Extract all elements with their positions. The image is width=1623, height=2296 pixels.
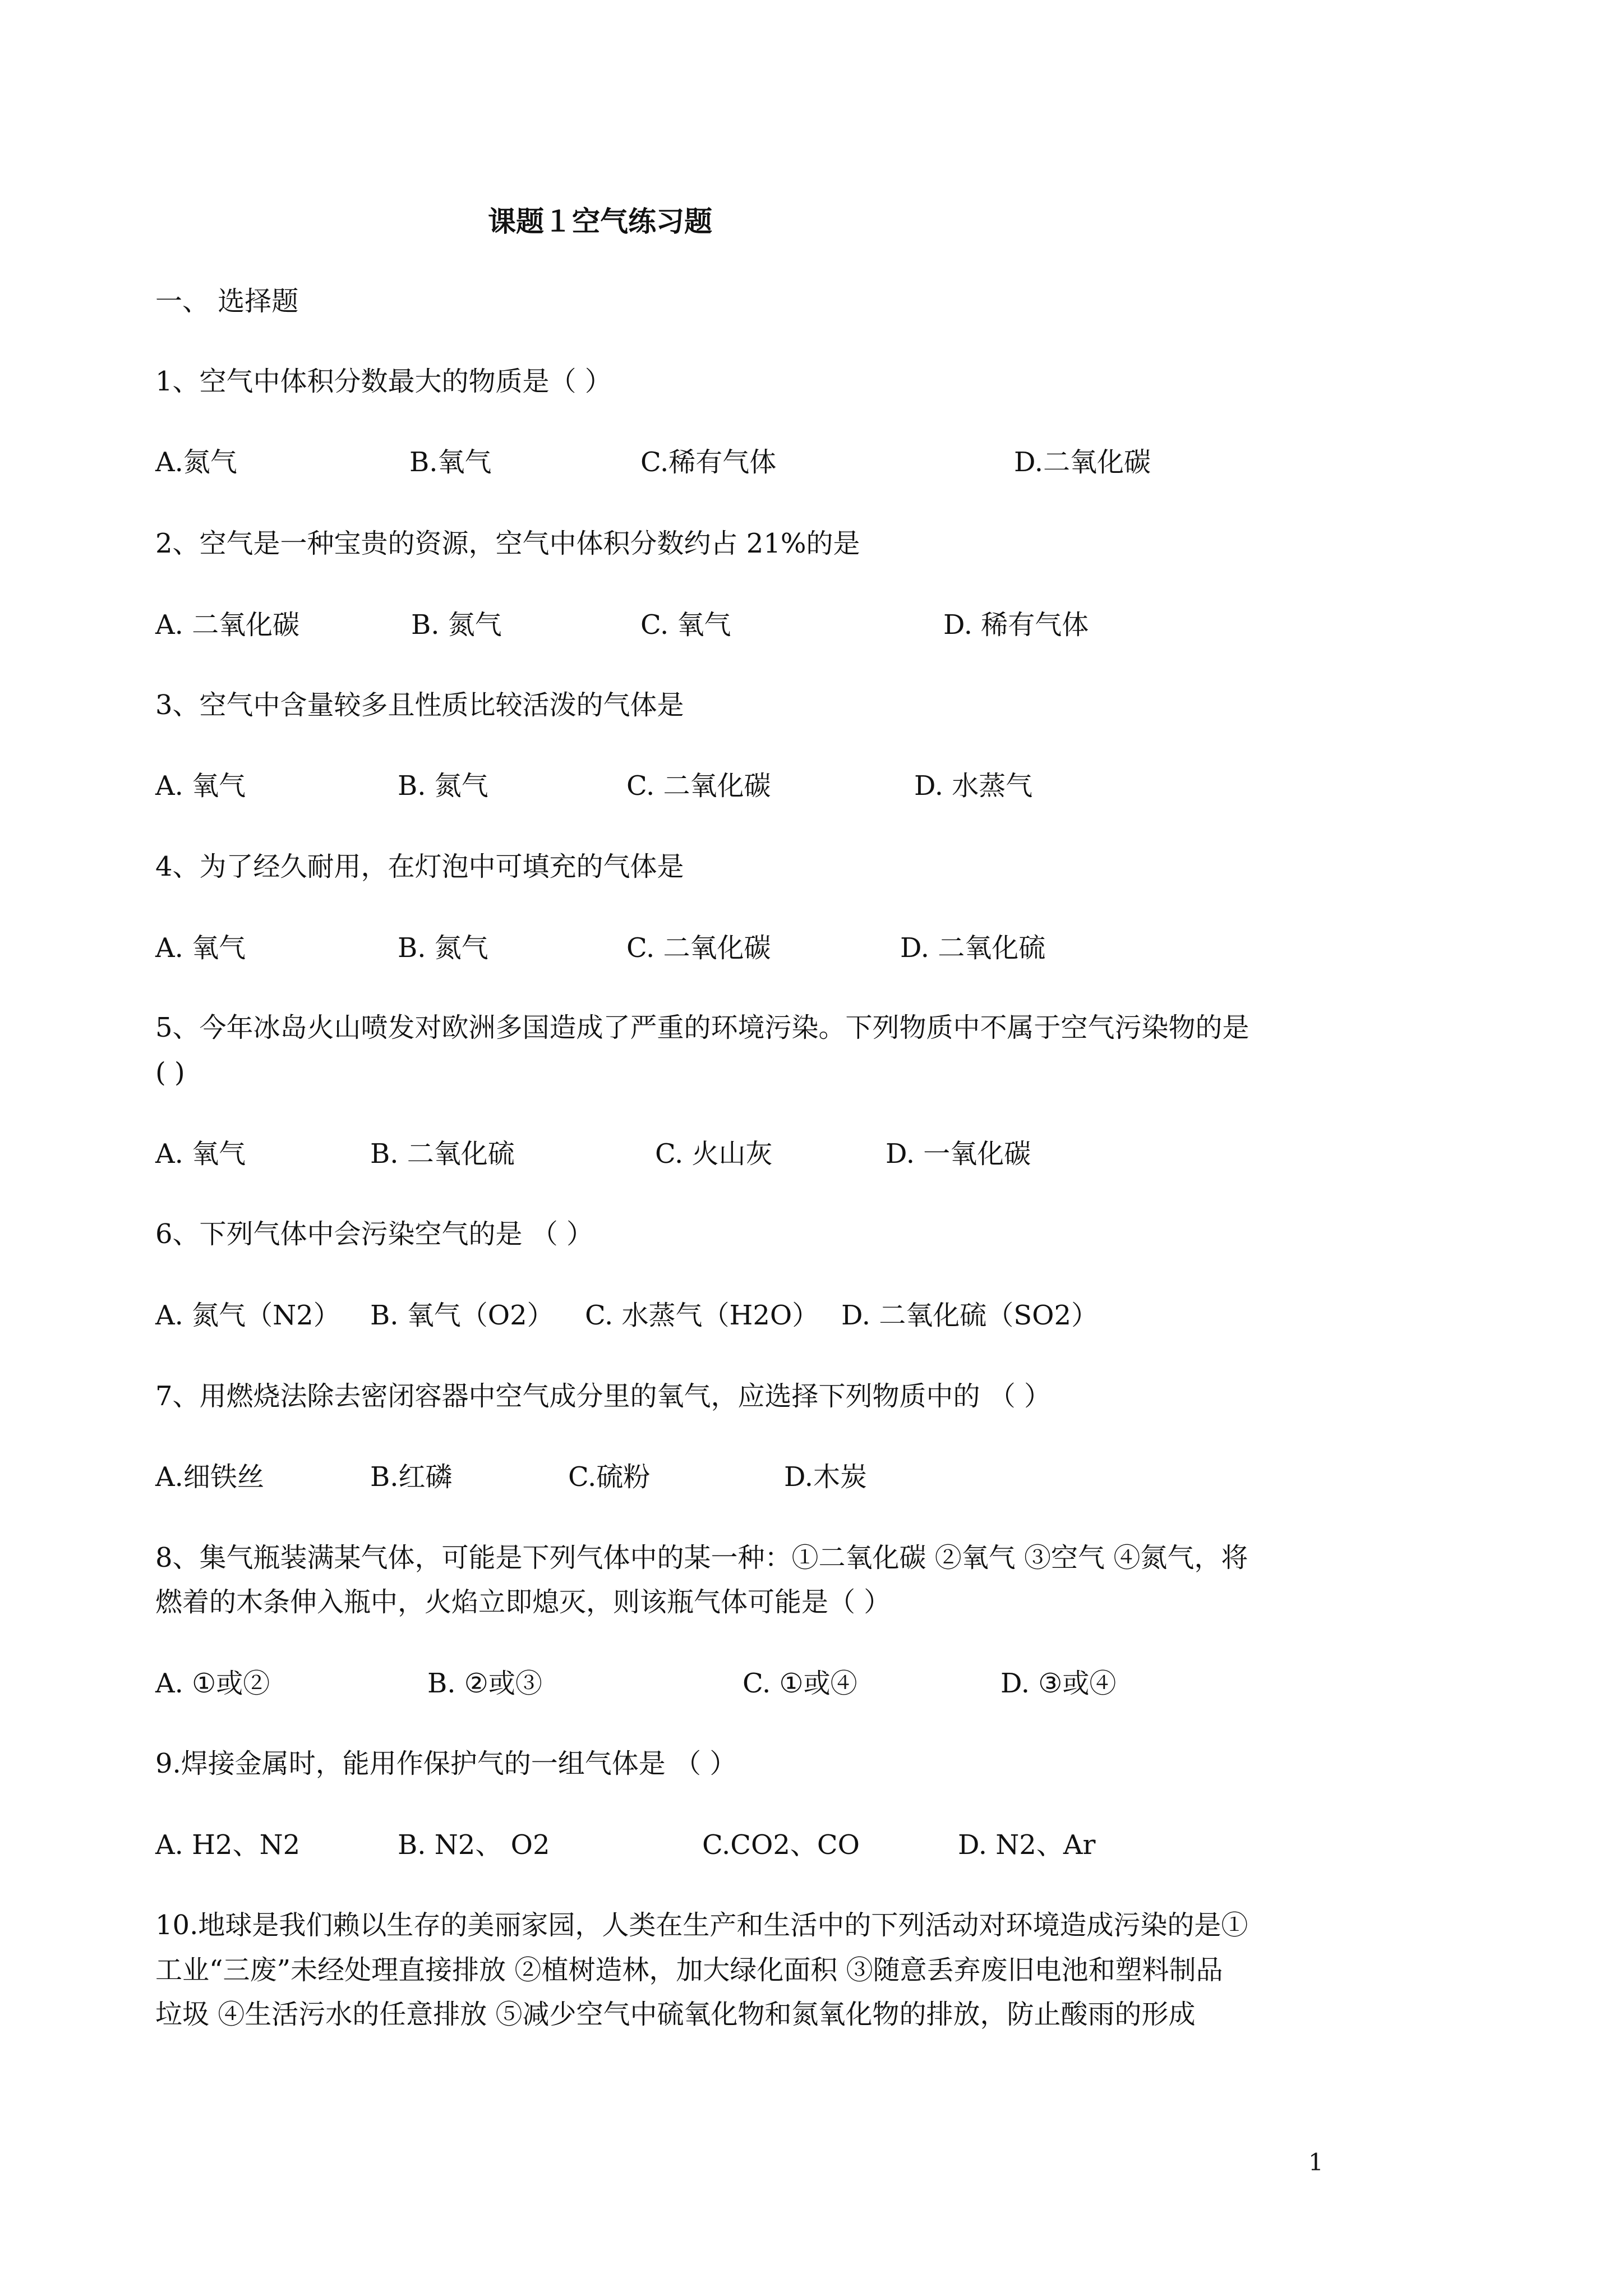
question-2-option-c: C. 氧气 [640,609,731,641]
question-5-option-c: C. 火山灰 [655,1138,773,1170]
question-5-option-b: B. 二氧化硫 [370,1138,515,1170]
question-9-stem: 9.焊接金属时，能用作保护气的一组气体是 （ ） [155,1748,737,1779]
section-heading: 一、 选择题 [155,286,299,317]
question-6-option-c: C. 水蒸气（H2O） [585,1300,819,1331]
question-7-option-c: C.硫粉 [568,1461,651,1493]
question-10-stem-line-3: 垃圾 ④生活污水的任意排放 ⑤减少空气中硫氧化物和氮氧化物的排放，防止酸雨的形成 [155,1999,1196,2030]
question-4-option-d: D. 二氧化硫 [900,932,1046,964]
question-8-option-b: B. ②或③ [427,1668,542,1699]
question-3-option-b: B. 氮气 [398,770,488,802]
question-9-option-b: B. N2、 O2 [398,1829,550,1861]
question-9-option-d: D. N2、Ar [958,1829,1096,1861]
question-1-option-c: C.稀有气体 [640,447,777,478]
question-1-stem: 1、空气中体积分数最大的物质是（ ） [155,366,612,397]
question-5-stem-line-1: 5、今年冰岛火山喷发对欧洲多国造成了严重的环境污染。下列物质中不属于空气污染物的是 [155,1012,1249,1043]
question-7-option-d: D.木炭 [784,1461,868,1493]
question-6-option-b: B. 氧气（O2） [370,1300,554,1331]
question-8-stem-line-1: 8、集气瓶装满某气体，可能是下列气体中的某一种：①二氧化碳 ②氧气 ③空气 ④氮气，将 [155,1542,1248,1573]
question-4-option-c: C. 二氧化碳 [626,932,771,964]
question-7-option-b: B.红磷 [370,1461,453,1493]
question-7-stem: 7、用燃烧法除去密闭容器中空气成分里的氧气，应选择下列物质中的 （ ） [155,1381,1052,1412]
question-9-option-a: A. H2、N2 [155,1829,301,1861]
question-2-stem: 2、空气是一种宝贵的资源，空气中体积分数约占 21%的是 [155,528,860,559]
question-5-stem-line-2: ( ) [155,1057,185,1088]
question-4-option-a: A. 氧气 [155,932,246,964]
document-title: 课题１空气练习题 [488,205,712,238]
question-8-option-a: A. ①或② [155,1668,270,1699]
question-8-option-d: D. ③或④ [1000,1668,1117,1699]
question-6-stem: 6、下列气体中会污染空气的是 （ ） [155,1218,594,1250]
question-3-stem: 3、空气中含量较多且性质比较活泼的气体是 [155,689,684,721]
question-2-option-b: B. 氮气 [411,609,502,641]
question-4-stem: 4、为了经久耐用，在灯泡中可填充的气体是 [155,851,684,882]
question-2-option-a: A. 二氧化碳 [155,609,300,641]
question-3-option-d: D. 水蒸气 [914,770,1033,802]
question-9-option-c: C.CO2、CO [702,1829,860,1861]
question-10-stem-line-1: 10.地球是我们赖以生存的美丽家园，人类在生产和生活中的下列活动对环境造成污染的是① [155,1910,1248,1941]
page-number: 1 [1308,2148,1324,2176]
question-1-option-d: D.二氧化碳 [1014,447,1151,478]
question-2-option-d: D. 稀有气体 [943,609,1089,641]
question-7-option-a: A.细铁丝 [155,1461,264,1493]
question-8-stem-line-2: 燃着的木条伸入瓶中，火焰立即熄灭，则该瓶气体可能是（ ） [155,1586,891,1618]
question-4-option-b: B. 氮气 [398,932,488,964]
question-6-option-a: A. 氮气（N2） [155,1300,340,1331]
question-5-option-d: D. 一氧化碳 [886,1138,1031,1170]
question-3-option-a: A. 氧气 [155,770,246,802]
question-5-option-a: A. 氧气 [155,1138,246,1170]
question-1-option-a: A.氮气 [155,447,237,478]
question-10-stem-line-2: 工业“三废”未经处理直接排放 ②植树造林，加大绿化面积 ③随意丢弃废旧电池和塑料制品 [155,1954,1223,1986]
question-1-option-b: B.氧气 [409,447,492,478]
question-8-option-c: C. ①或④ [743,1668,857,1699]
question-3-option-c: C. 二氧化碳 [626,770,771,802]
question-6-option-d: D. 二氧化硫（SO2） [841,1300,1099,1331]
